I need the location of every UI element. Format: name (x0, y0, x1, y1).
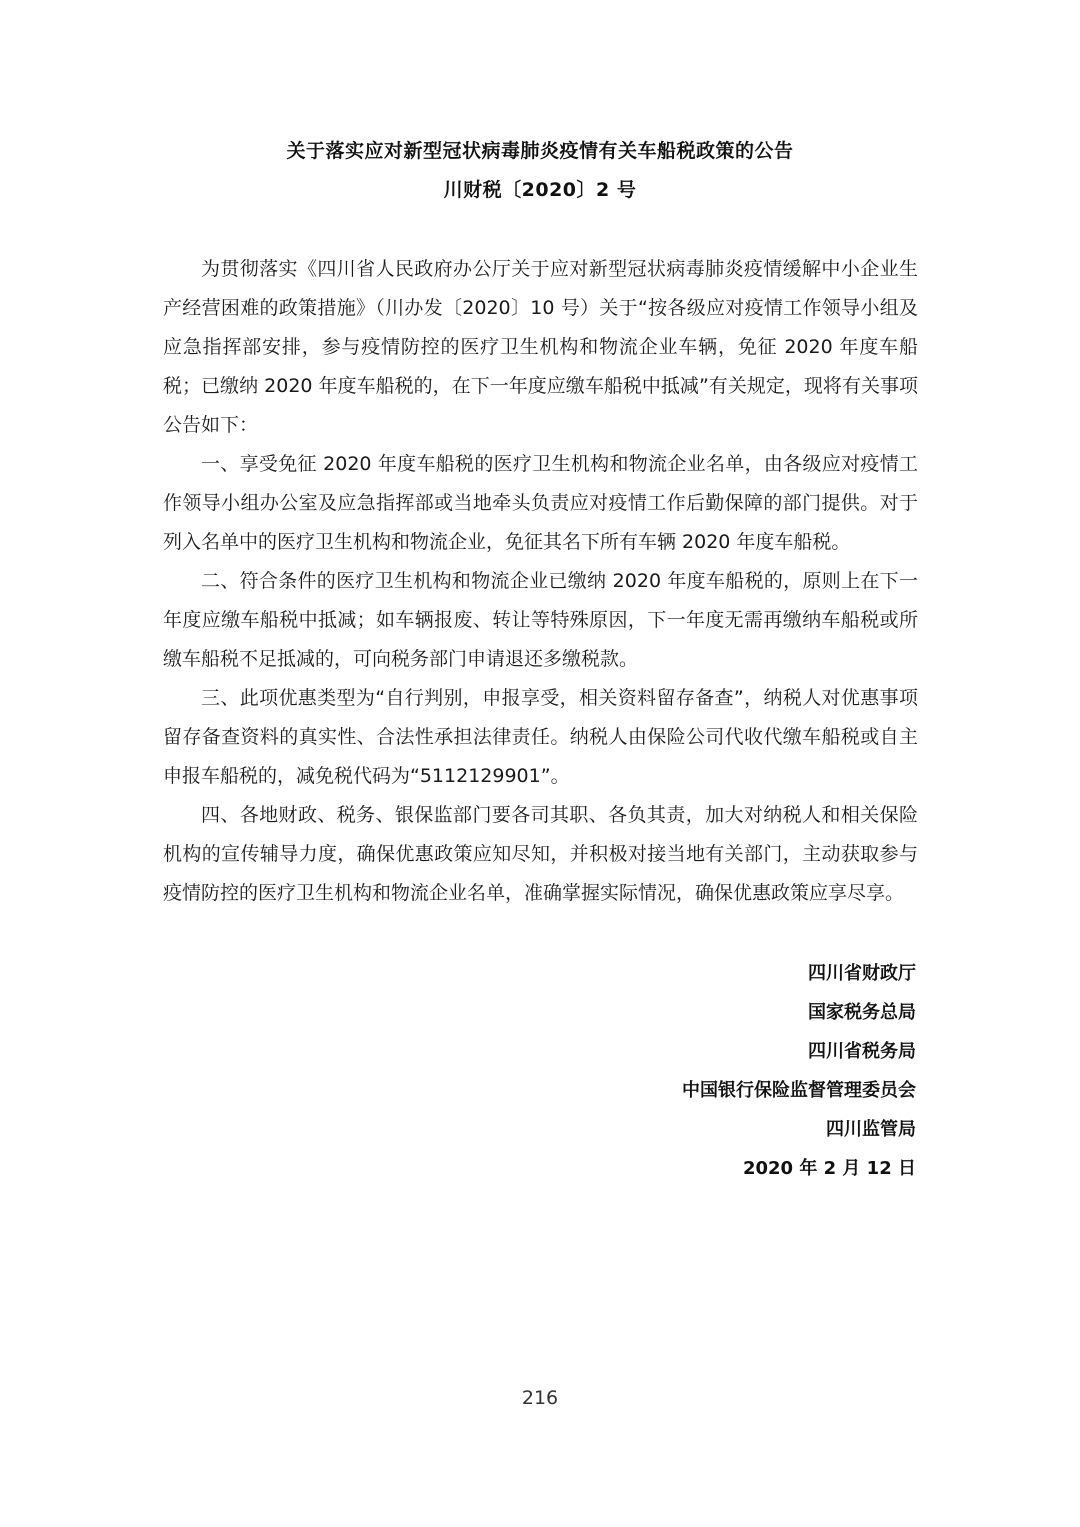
paragraph-item-3: 三、此项优惠类型为“自行判别，申报享受，相关资料留存备查”，纳税人对优惠事项留存备查资料的真实性、合法性承担法律责任。纳税人由保险公司代收代缴车船税或自主申报车船税的，减免税代码为“5112129901”。 (163, 687, 918, 787)
signatory-state-taxation: 国家税务总局 (808, 1002, 916, 1023)
paragraph-item-2: 二、符合条件的医疗卫生机构和物流企业已缴纳 2020 年度车船税的，原则上在下一年度应缴车船税中抵减；如车辆报废、转让等特殊原因，下一年度无需再缴纳车船税或所缴车船税不足抵减的，可向税务部门申请退还多缴税款。 (163, 570, 918, 670)
document-date: 2020 年 2 月 12 日 (742, 1158, 916, 1179)
paragraph-item-1: 一、享受免征 2020 年度车船税的医疗卫生机构和物流企业名单，由各级应对疫情工作领导小组办公室及应急指挥部或当地牵头负责应对疫情工作后勤保障的部门提供。对于列入名单中的医疗卫生机构和物流企业，免征其名下所有车辆 2020 年度车船税。 (163, 453, 918, 553)
paragraph-intro: 为贯彻落实《四川省人民政府办公厅关于应对新型冠状病毒肺炎疫情缓解中小企业生产经营困难的政策措施》（川办发〔2020〕10 号）关于“按各级应对疫情工作领导小组及应急指挥部安排，参与疫情防控的医疗卫生机构和物流企业车辆，免征 2020 年度车船税；已缴纳 2020 年度车船税的，在下一年度应缴车船税中抵减”有关规定，现将有关事项公告如下： (163, 258, 918, 436)
signatory-cbirc: 中国银行保险监督管理委员会 (682, 1080, 916, 1101)
signature-block (682, 954, 916, 1188)
signatory-sichuan-office: 四川监管局 (826, 1119, 916, 1140)
document-body (163, 250, 918, 913)
signatory-finance-department: 四川省财政厅 (808, 963, 916, 984)
page-number: 216 (521, 1387, 559, 1409)
document-title: 关于落实应对新型冠状病毒肺炎疫情有关车船税政策的公告 (286, 140, 794, 162)
paragraph-item-4: 四、各地财政、税务、银保监部门要各司其职、各负其责，加大对纳税人和相关保险机构的宣传辅导力度，确保优惠政策应知尽知，并积极对接当地有关部门，主动获取参与疫情防控的医疗卫生机构和物流企业名单，准确掌握实际情况，确保优惠政策应享尽享。 (163, 804, 918, 904)
document-number: 川财税〔2020〕2 号 (443, 179, 637, 201)
signatory-sichuan-tax-bureau: 四川省税务局 (808, 1041, 916, 1062)
